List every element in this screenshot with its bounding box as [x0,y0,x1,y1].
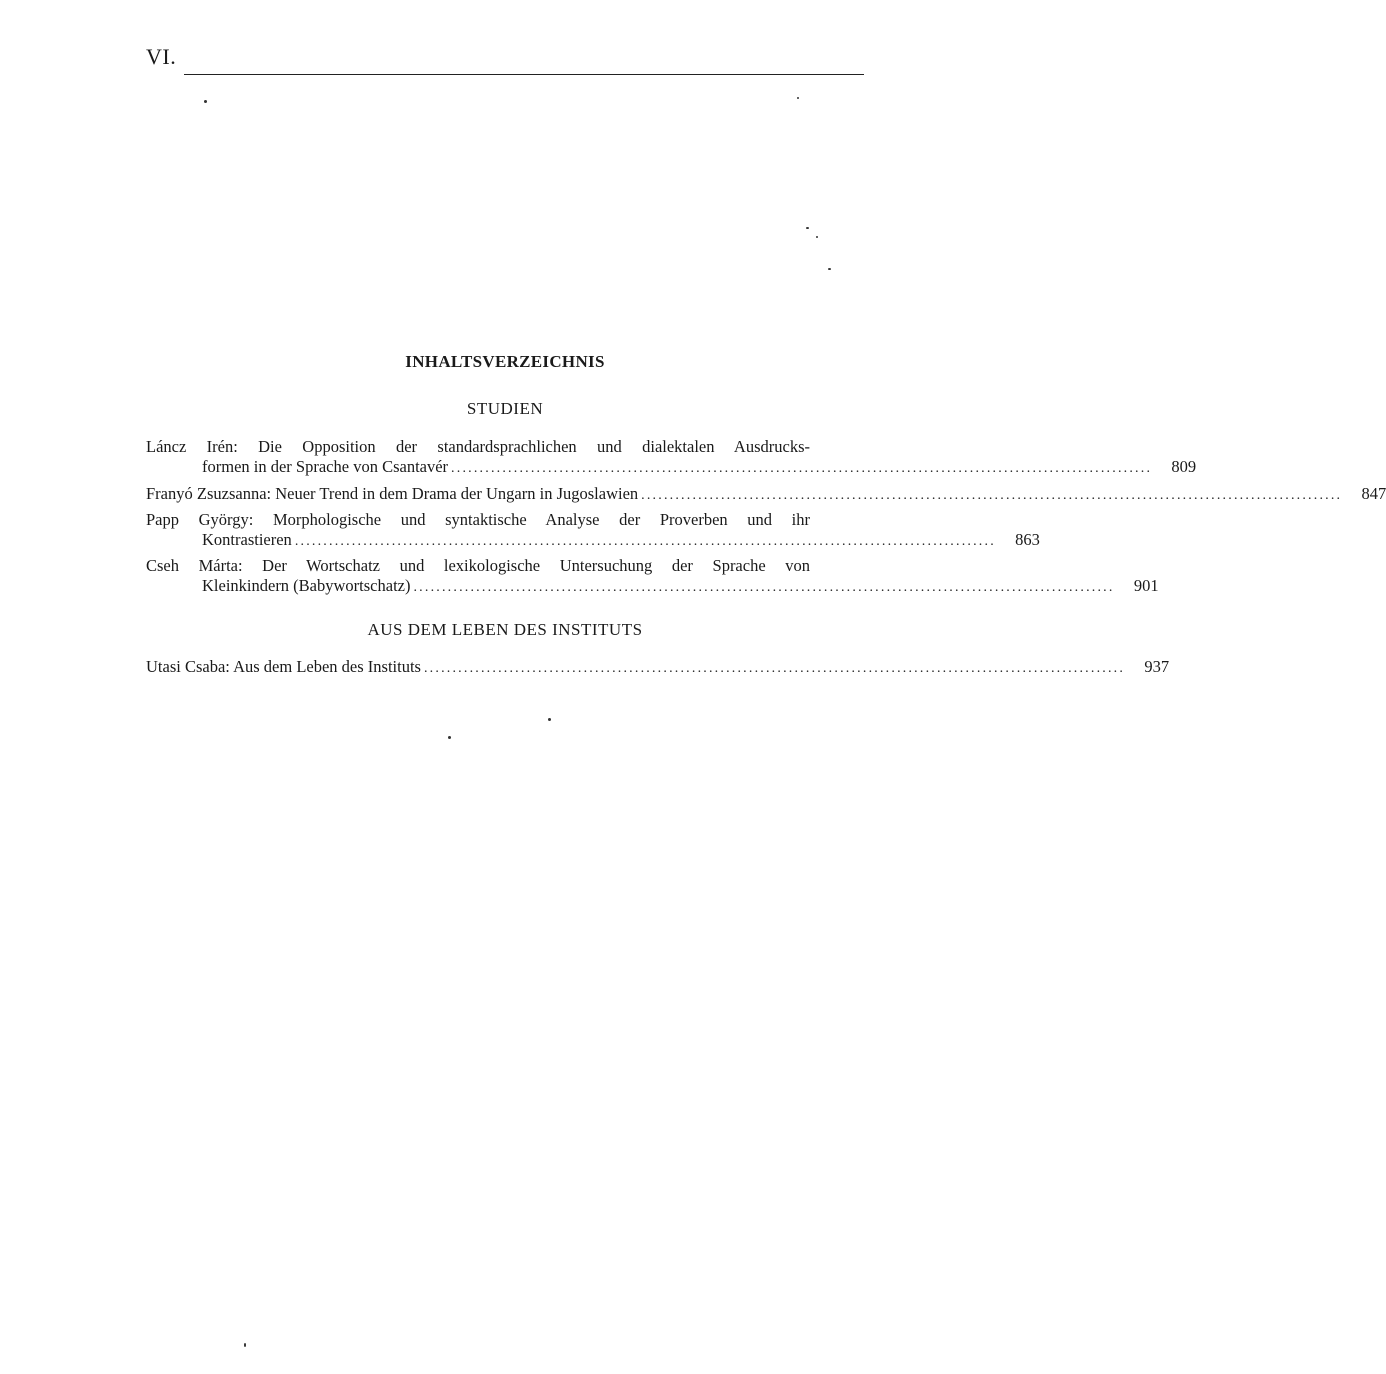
toc-entry [146,510,1040,552]
page-number: VI. [146,44,177,69]
section-heading-studien: STUDIEN [466,399,544,418]
toc-entry [146,556,1159,598]
dot-leader: ........................................................................................................................... [413,580,1115,595]
toc-page-number: 847 [1361,484,1386,503]
toc-entry-line: Láncz Irén: Die Opposition der standardsprachlichen und dialektalen Ausdrucks- [146,437,810,456]
scan-speck [806,227,809,229]
dot-leader: ........................................................................................................................... [294,534,996,549]
toc-entry-title: Utasi Csaba: Aus dem Leben des Instituts [146,657,421,676]
scan-speck [548,718,551,721]
scan-speck [828,268,831,270]
toc-page-number: 863 [1015,530,1040,549]
toc-entry [146,484,1386,506]
toc-entry-line: Papp György: Morphologische und syntaktische Analyse der Proverben und ihr [146,510,810,529]
scan-speck [816,236,818,238]
scan-speck [204,100,207,103]
toc-entry-title: Kleinkindern (Babywortschatz) [202,576,411,595]
scan-speck [797,97,799,99]
toc-entry [146,437,1197,479]
scan-speck [244,1343,246,1347]
toc-page-number: 901 [1133,576,1159,595]
document-title: INHALTSVERZEICHNIS [405,352,605,371]
dot-leader: ........................................................................................................................... [423,661,1126,676]
scan-speck [448,736,451,739]
toc-page-number: 937 [1144,657,1170,676]
toc-entry-title: Kontrastieren [202,530,292,549]
toc-entry-title: formen in der Sprache von Csantavér [202,457,449,476]
dot-leader: ........................................................................................................................... [451,461,1153,476]
dot-leader: ........................................................................................................................... [641,488,1343,503]
toc-entry-line: Cseh Márta: Der Wortschatz und lexikologische Untersuchung der Sprache von [146,556,810,575]
toc-entry-title: Franyó Zsuzsanna: Neuer Trend in dem Drama der Ungarn in Jugoslawien [146,484,639,503]
section-heading-institut: AUS DEM LEBEN DES INSTITUTS [367,620,643,639]
header-rule [184,74,864,75]
toc-entry [146,657,1170,679]
toc-page-number: 809 [1171,457,1197,476]
